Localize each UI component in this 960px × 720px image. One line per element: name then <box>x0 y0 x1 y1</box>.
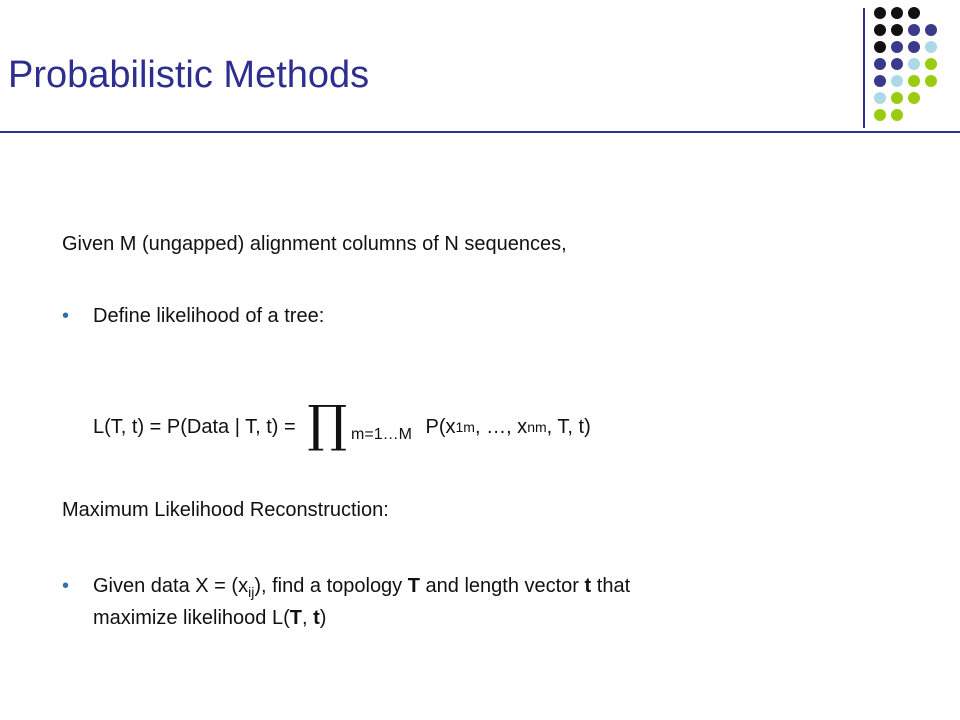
text-fragment: Given data X = (x <box>93 575 249 597</box>
decor-dot-indigo <box>874 75 886 87</box>
decor-dot-indigo <box>891 58 903 70</box>
decor-dot-indigo <box>874 58 886 70</box>
bold-t: t <box>584 575 592 597</box>
decor-dot-lime <box>908 75 920 87</box>
decor-dot-black <box>908 7 920 19</box>
formula-subscript-1m: 1m <box>455 419 475 435</box>
decor-dot-indigo <box>925 24 937 36</box>
formula-subscript-nm: nm <box>527 419 547 435</box>
subscript-ij: ij <box>248 584 255 600</box>
text-fragment: , <box>301 607 314 629</box>
formula-p-open: P(x <box>419 415 456 438</box>
bold-T: T <box>289 607 302 629</box>
decor-dot-indigo <box>908 41 920 53</box>
decor-dot-lime <box>891 92 903 104</box>
decor-dot-black <box>874 7 886 19</box>
decor-vertical-rule <box>863 8 865 128</box>
formula-mid: , …, x <box>474 415 528 438</box>
decor-dot-indigo <box>891 41 903 53</box>
text-fragment: ) <box>319 607 327 629</box>
bullet-given-data-line1 <box>93 574 630 604</box>
title-divider <box>0 131 960 133</box>
decor-dot-lightblue <box>925 41 937 53</box>
product-range: m=1…M <box>351 426 412 443</box>
bullet-marker: • <box>62 305 70 327</box>
bold-T: T <box>407 575 420 597</box>
decor-dot-black <box>874 41 886 53</box>
formula-tail: , T, t) <box>546 415 591 438</box>
decor-dot-lime <box>908 92 920 104</box>
formula-lhs: L(T, t) = P(Data | T, t) = <box>93 415 302 438</box>
decor-dot-lightblue <box>874 92 886 104</box>
text-fragment: maximize likelihood L( <box>93 607 290 629</box>
bullet-define-likelihood: Define likelihood of a tree: <box>93 305 325 327</box>
decor-dot-lime <box>925 75 937 87</box>
decor-dot-black <box>891 24 903 36</box>
product-symbol: ∏ <box>307 395 348 453</box>
ml-reconstruction-heading: Maximum Likelihood Reconstruction: <box>62 499 389 521</box>
intro-text: Given M (ungapped) alignment columns of N sequences, <box>62 233 567 255</box>
text-fragment: and length vector <box>419 575 585 597</box>
decor-dot-lime <box>874 109 886 121</box>
decor-dot-lime <box>891 109 903 121</box>
bullet-given-data-line2 <box>93 606 326 630</box>
bold-t: t <box>313 607 320 629</box>
decor-dot-indigo <box>908 24 920 36</box>
decor-dot-lime <box>925 58 937 70</box>
bullet-marker: • <box>62 575 70 597</box>
decor-dot-lightblue <box>908 58 920 70</box>
decor-dot-black <box>874 24 886 36</box>
likelihood-formula <box>93 392 591 462</box>
decor-dot-black <box>891 7 903 19</box>
decor-dot-lightblue <box>891 75 903 87</box>
text-fragment: ), find a topology <box>254 575 408 597</box>
slide-title: Probabilistic Methods <box>8 54 370 96</box>
text-fragment: that <box>591 575 631 597</box>
